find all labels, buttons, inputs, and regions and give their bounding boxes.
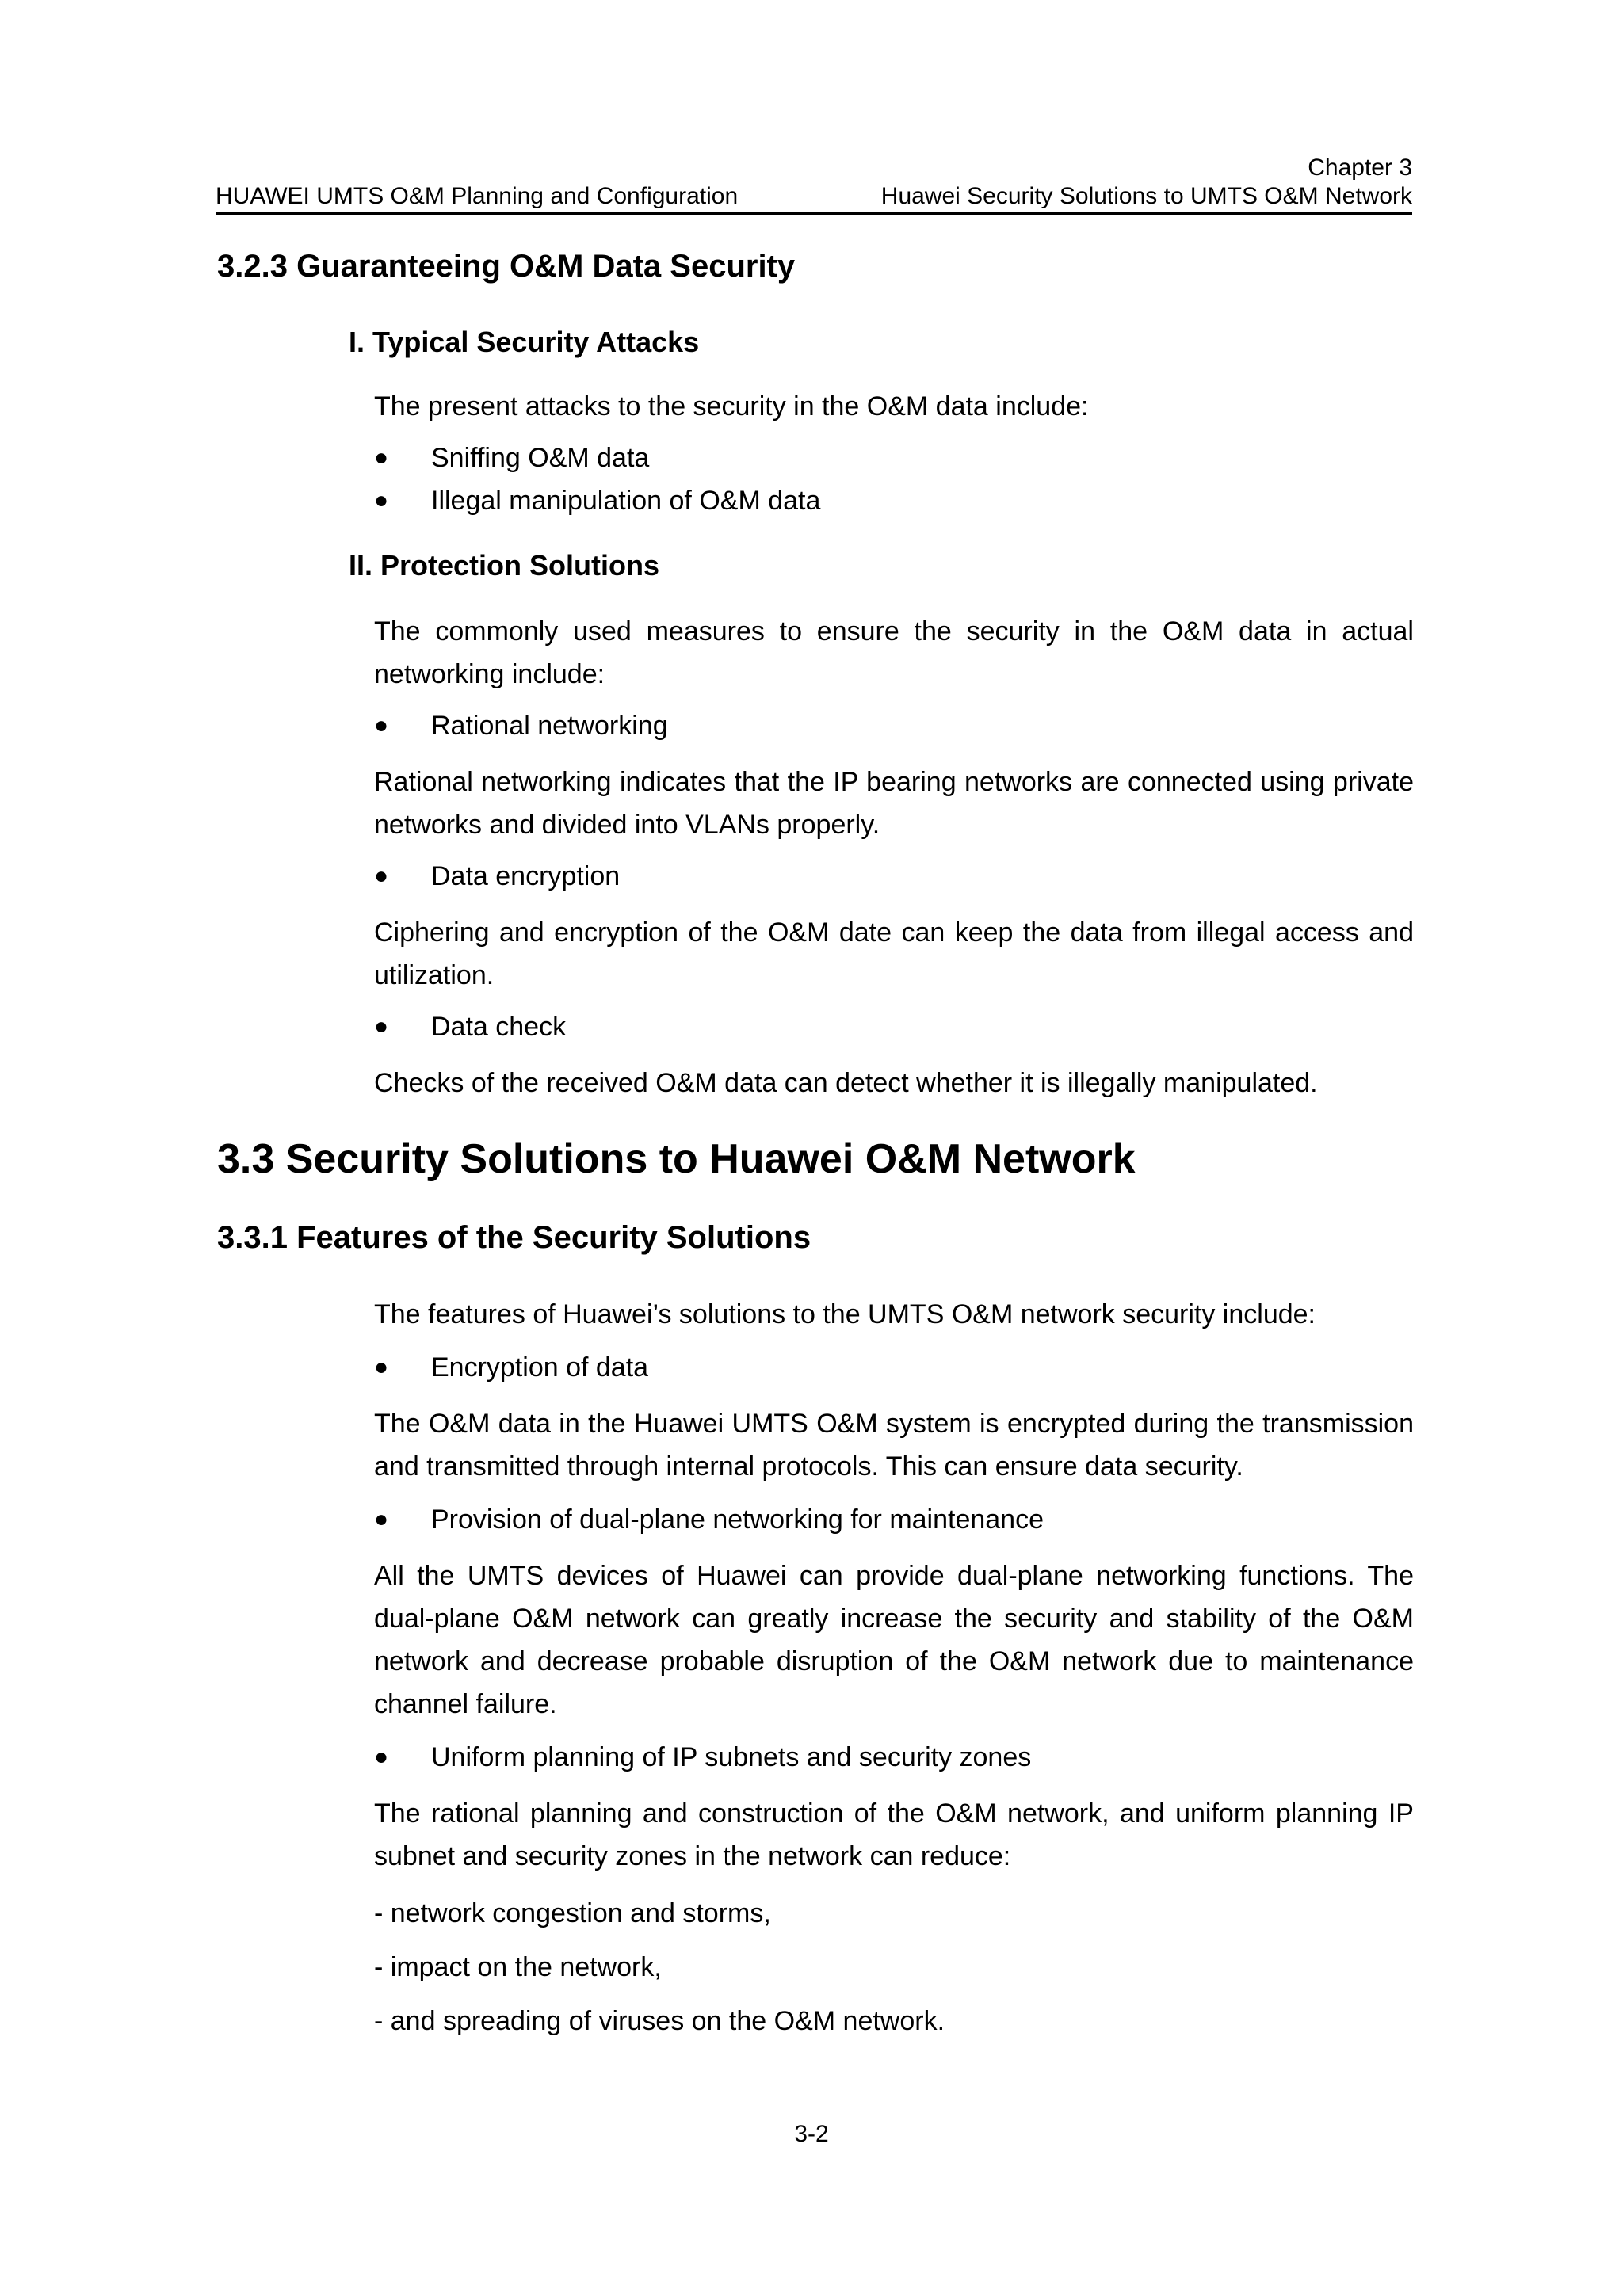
bullet-icon: ● — [374, 1013, 389, 1039]
bullet-icon: ● — [374, 1354, 389, 1380]
bullet-icon: ● — [374, 444, 389, 471]
header-chapter-title: Huawei Security Solutions to UMTS O&M Network — [880, 183, 1412, 209]
section-3-3-heading: 3.3 Security Solutions to Huawei O&M Network — [217, 1136, 1136, 1182]
paragraph: Ciphering and encryption of the O&M date can keep the data from illegal access and utilization. — [374, 917, 1414, 990]
list-item-label: Data check — [431, 1012, 567, 1042]
paragraph: The O&M data in the Huawei UMTS O&M system is encrypted during the transmission and transmitted through internal protocols. This can ensure data security. — [374, 1409, 1414, 1482]
paragraph: Checks of the received O&M data can detect whether it is illegally manipulated. — [374, 1068, 1318, 1098]
dash-list-item: - network congestion and storms, — [374, 1898, 771, 1928]
section-3-3-1-heading: 3.3.1 Features of the Security Solutions — [217, 1220, 812, 1255]
list-item-label: Illegal manipulation of O&M data — [431, 486, 821, 516]
list-item-label: Encryption of data — [431, 1352, 649, 1383]
dash-list-item: - impact on the network, — [374, 1952, 662, 1982]
paragraph: The commonly used measures to ensure the security in the O&M data in actual networking include: — [374, 616, 1414, 689]
subsection-protection-solutions-heading: II. Protection Solutions — [349, 549, 660, 582]
list-item-label: Provision of dual-plane networking for maintenance — [431, 1505, 1044, 1535]
dash-list-item: - and spreading of viruses on the O&M network. — [374, 2006, 945, 2036]
header-divider — [216, 212, 1412, 215]
list-item-label: Data encryption — [431, 861, 621, 891]
bullet-icon: ● — [374, 712, 389, 738]
header-chapter: Chapter 3 — [1308, 154, 1412, 181]
bullet-icon: ● — [374, 1506, 389, 1532]
list-item-label: Sniffing O&M data — [431, 443, 650, 473]
paragraph: The present attacks to the security in the O&M data include: — [374, 391, 1089, 421]
paragraph: Rational networking indicates that the IP bearing networks are connected using private networks and divided into VLANs properly. — [374, 767, 1414, 840]
list-item-label: Uniform planning of IP subnets and security zones — [431, 1742, 1032, 1772]
paragraph: The features of Huawei’s solutions to the UMTS O&M network security include: — [374, 1299, 1316, 1329]
section-3-2-3-heading: 3.2.3 Guaranteeing O&M Data Security — [217, 249, 796, 284]
bullet-icon: ● — [374, 487, 389, 513]
paragraph: The rational planning and construction of the O&M network, and uniform planning IP subnet and security zones in the network can reduce: — [374, 1798, 1414, 1871]
header-doc-title: HUAWEI UMTS O&M Planning and Configuration — [216, 183, 739, 209]
subsection-typical-attacks-heading: I. Typical Security Attacks — [349, 326, 700, 358]
bullet-icon: ● — [374, 863, 389, 889]
bullet-icon: ● — [374, 1744, 389, 1770]
paragraph: All the UMTS devices of Huawei can provide dual-plane networking functions. The dual-plane O&M network can greatly increase the security and stability of the O&M network and decrease probable disruption of the O&M network due to maintenance channel failure. — [374, 1561, 1414, 1719]
page-number: 3-2 — [794, 2121, 829, 2147]
list-item-label: Rational networking — [431, 711, 668, 741]
